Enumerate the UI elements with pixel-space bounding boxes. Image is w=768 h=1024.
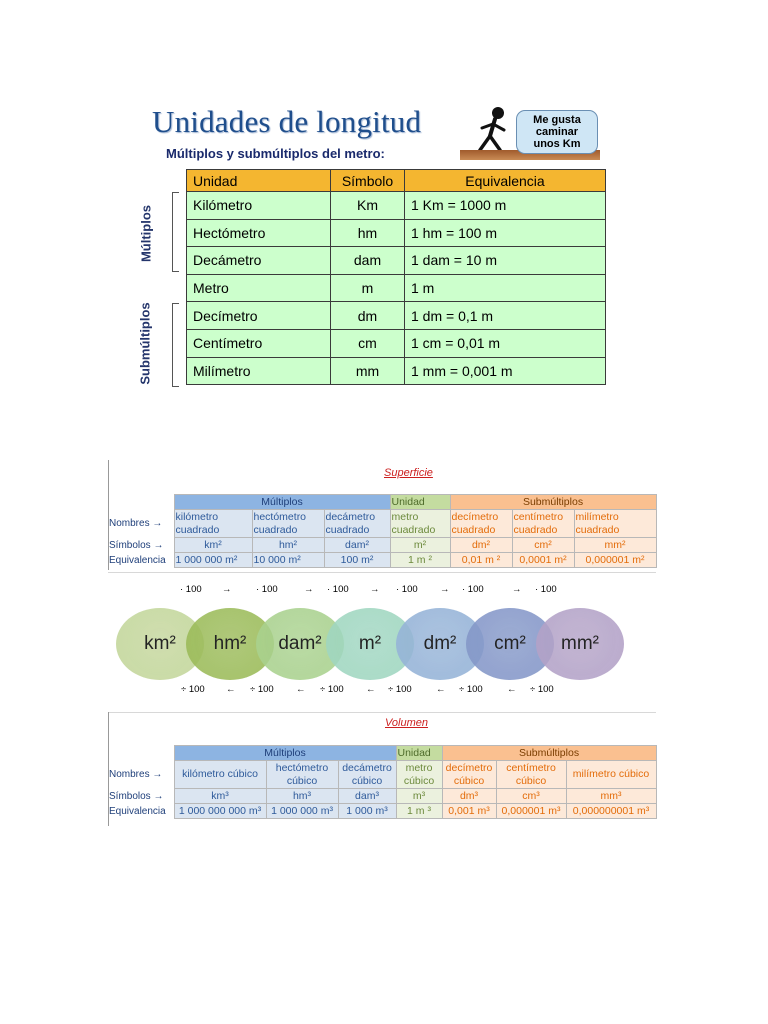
divider [108,712,656,713]
unit-equivalence: 1 cm = 0,01 m [405,329,606,357]
arrow-left-icon: ← [366,684,376,695]
table-row-symbols [108,789,656,804]
group-header-unidad: Unidad [396,746,442,761]
unit-equivalence: 1 m ³ [396,804,442,819]
unit-name: centímetro cúbico [496,761,566,789]
divide-label: ÷ 100 [320,684,344,695]
unit-name: kilómetro cuadrado [174,510,252,538]
page-subtitle: Múltiplos y submúltiplos del metro: [166,146,385,161]
unit-name: milímetro cúbico [566,761,656,789]
unit-name: Hectómetro [187,219,331,247]
arrow-right-icon: → [440,584,450,595]
unit-circle: dam² [256,608,344,680]
unit-circle: m² [326,608,414,680]
unit-symbol: m³ [396,789,442,804]
multiply-label: · 100 [462,584,484,595]
arrow-right-icon: → [370,584,380,595]
table-header-row [187,170,606,192]
bubble-line: caminar [535,126,579,138]
table-row-names [108,510,656,538]
group-header-submultiplos: Submúltiplos [442,746,656,761]
page-title: Unidades de longitud [152,104,422,139]
volume-units-table [108,745,657,819]
divide-label: ÷ 100 [388,684,412,695]
unit-name: Decímetro [187,302,331,330]
table-row [187,274,606,302]
arrow-left-icon: ← [507,684,517,695]
arrow-right-icon: → [222,584,232,595]
unit-symbol: km³ [174,789,266,804]
table-row [187,302,606,330]
multiply-label: · 100 [327,584,349,595]
unit-name: decámetro cúbico [338,761,396,789]
unit-name: decímetro cúbico [442,761,496,789]
unit-equivalence: 1 000 m³ [338,804,396,819]
unit-symbol: mm³ [566,789,656,804]
column-header: Equivalencia [405,170,606,192]
unit-name: Metro [187,274,331,302]
unit-name: decámetro cuadrado [324,510,390,538]
arrow-left-icon: ← [296,684,306,695]
unit-symbol: cm [331,329,405,357]
bubble-line: unos Km [533,138,581,150]
unit-circle: mm² [536,608,624,680]
unit-symbol: hm [331,219,405,247]
unit-symbol: dam² [324,538,390,553]
row-label: Equivalencia [109,805,166,817]
unit-symbol: m [331,274,405,302]
unit-name: decímetro cuadrado [450,510,512,538]
table-row [187,192,606,220]
divider [108,572,656,573]
unit-equivalence: 0,000001 m³ [496,804,566,819]
unit-symbol: mm² [574,538,656,553]
unit-symbol: cm² [512,538,574,553]
unit-name: centímetro cuadrado [512,510,574,538]
unit-circle: cm² [466,608,554,680]
arrow-left-icon: ← [226,684,236,695]
unit-equivalence: 1 000 000 000 m³ [174,804,266,819]
bubble-line: Me gusta [533,114,581,126]
unit-circle: hm² [186,608,274,680]
group-header-multiplos: Múltiplos [174,746,396,761]
section-title-volumen: Volumen [385,717,429,729]
unit-symbol: dm³ [442,789,496,804]
table-row-equivalence [108,804,656,819]
side-label-multiplos: Múltiplos [138,204,154,263]
arrow-right-icon: → [512,584,522,595]
unit-name: metro cúbico [396,761,442,789]
divide-label: ÷ 100 [530,684,554,695]
table-row [187,357,606,385]
section-title-superficie: Superficie [384,467,433,479]
unit-equivalence: 1 dam = 10 m [405,247,606,275]
unit-equivalence: 1 m ² [390,553,450,568]
unit-symbol: m² [390,538,450,553]
multiply-label: · 100 [180,584,202,595]
unit-circle: km² [116,608,204,680]
table-row-names [108,761,656,789]
row-label: Equivalencia [109,554,166,566]
unit-symbol: mm [331,357,405,385]
unit-name: metro cuadrado [390,510,450,538]
multiplos-bracket [172,192,179,272]
unit-equivalence: 1 m [405,274,606,302]
unit-equivalence: 0,000001 m² [574,553,656,568]
unit-symbol: Km [331,192,405,220]
unit-symbol: dm [331,302,405,330]
unit-symbol: dam³ [338,789,396,804]
unit-symbol: km² [174,538,252,553]
unit-equivalence: 1 dm = 0,1 m [405,302,606,330]
surface-units-table [108,494,657,568]
unit-equivalence: 1 Km = 1000 m [405,192,606,220]
table-row-equivalence [108,553,656,568]
unit-equivalence: 1 mm = 0,001 m [405,357,606,385]
row-label: Símbolos → [109,790,164,802]
unit-equivalence: 0,01 m ² [450,553,512,568]
side-label-submultiplos: Submúltiplos [137,302,153,385]
unit-equivalence: 100 m² [324,553,390,568]
unit-circles-diagram [116,608,628,682]
multiply-label: · 100 [535,584,557,595]
unit-equivalence: 10 000 m² [252,553,324,568]
speech-bubble [516,110,598,154]
length-units-table [186,169,606,385]
group-header-submultiplos: Submúltiplos [450,495,656,510]
unit-name: Centímetro [187,329,331,357]
unit-equivalence: 0,001 m³ [442,804,496,819]
unit-equivalence: 1 000 000 m³ [266,804,338,819]
unit-name: kilómetro cúbico [174,761,266,789]
row-label: Nombres → [109,769,163,780]
unit-name: hectómetro cuadrado [252,510,324,538]
column-header: Unidad [187,170,331,192]
arrow-left-icon: ← [436,684,446,695]
divide-label: ÷ 100 [181,684,205,695]
row-label: Nombres → [109,518,163,529]
unit-equivalence: 1 000 000 m² [174,553,252,568]
row-label: Símbolos → [109,539,164,551]
table-row [187,247,606,275]
multiply-label: · 100 [396,584,418,595]
unit-circle: dm² [396,608,484,680]
unit-symbol: dm² [450,538,512,553]
arrow-right-icon: → [304,584,314,595]
unit-name: hectómetro cúbico [266,761,338,789]
unit-symbol: hm² [252,538,324,553]
table-row [187,219,606,247]
unit-symbol: dam [331,247,405,275]
unit-equivalence: 0,000000001 m³ [566,804,656,819]
unit-name: Decámetro [187,247,331,275]
table-group-row [108,746,656,761]
unit-name: Kilómetro [187,192,331,220]
unit-symbol: hm³ [266,789,338,804]
divide-label: ÷ 100 [459,684,483,695]
submultiplos-bracket [172,303,179,387]
group-header-unidad: Unidad [390,495,450,510]
unit-symbol: cm³ [496,789,566,804]
unit-equivalence: 1 hm = 100 m [405,219,606,247]
unit-equivalence: 0,0001 m² [512,553,574,568]
column-header: Símbolo [331,170,405,192]
divide-label: ÷ 100 [250,684,274,695]
table-row [187,329,606,357]
multiply-label: · 100 [256,584,278,595]
group-header-multiplos: Múltiplos [174,495,390,510]
table-row-symbols [108,538,656,553]
table-group-row [108,495,656,510]
unit-name: milímetro cuadrado [574,510,656,538]
unit-name: Milímetro [187,357,331,385]
